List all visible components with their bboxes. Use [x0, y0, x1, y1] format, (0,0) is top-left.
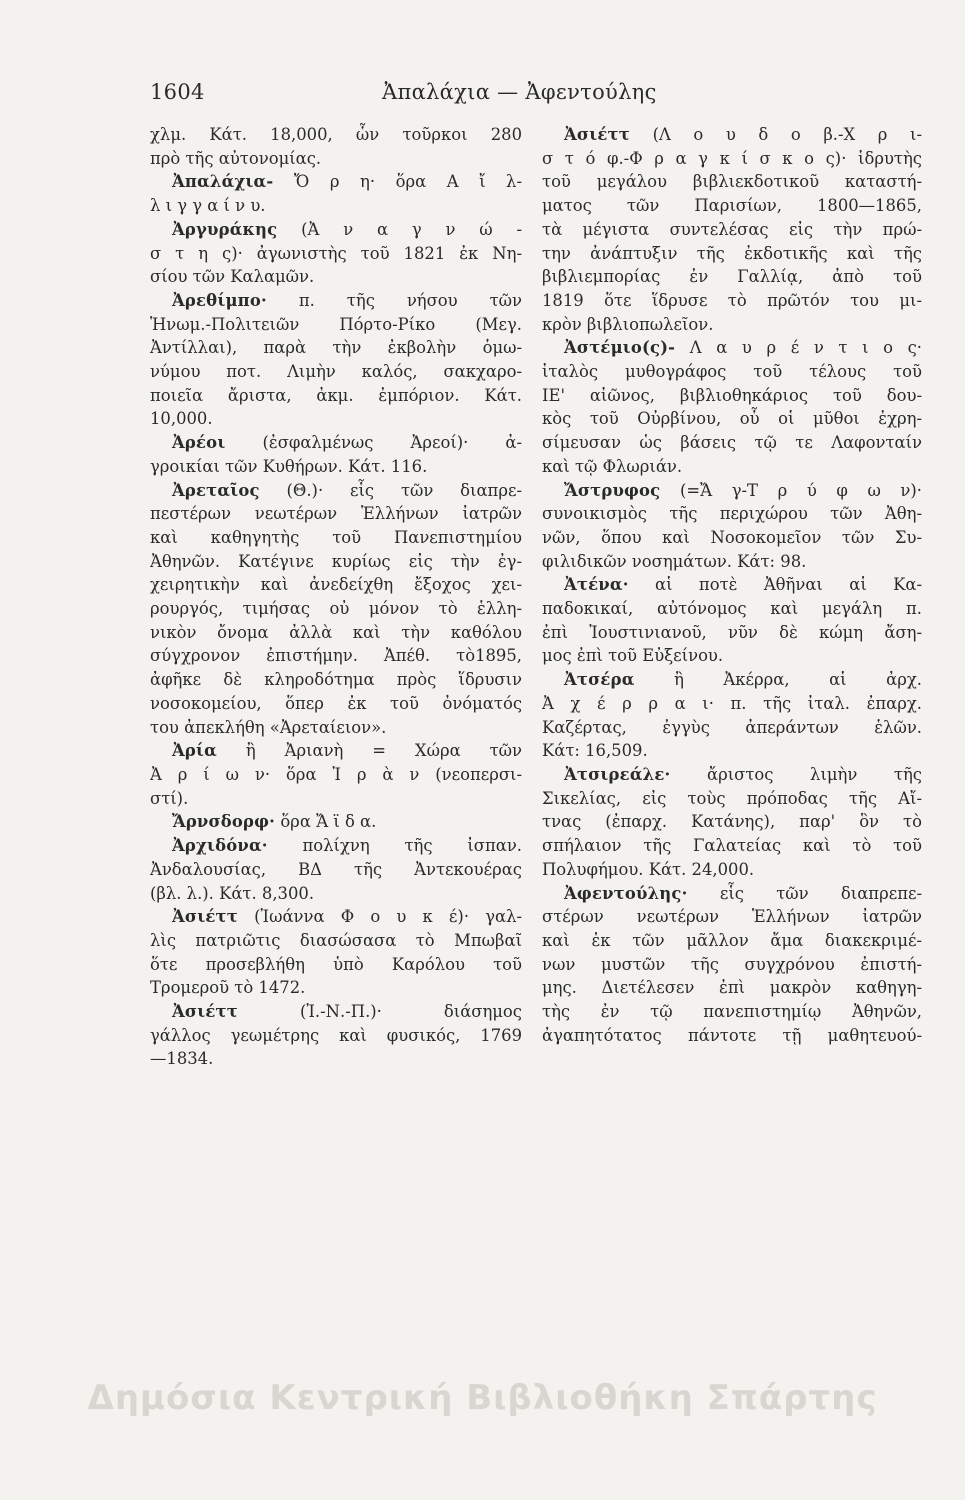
- entry-text: Τρομεροῦ τὸ 1472.: [150, 978, 306, 998]
- text-line: [150, 692, 522, 716]
- entry-text: (Λ ο υ δ ο β.-Χ ρ ι-: [652, 125, 922, 144]
- entry-text: (Ἰ.-Ν.-Π.)· διάσημος: [300, 1002, 522, 1022]
- text-line: [542, 976, 922, 1000]
- page-header: [150, 80, 790, 110]
- entry-text: μος ἐπὶ τοῦ Εὐξείνου.: [542, 646, 724, 666]
- entry-text: (Θ.)· εἷς τῶν διαπρε-: [286, 480, 522, 500]
- entry-text: νοσοκομείου, ὅπερ ἐκ τοῦ ὀνόματός: [150, 693, 522, 713]
- entry-text: (Ἰωάννα Φ ο υ κ έ)· γαλ-: [254, 907, 522, 927]
- text-line: [542, 242, 922, 266]
- text-line: [542, 289, 922, 313]
- text-line: [150, 668, 522, 692]
- entry-text: νῶν, ὅπου καὶ Νοσοκομεῖον τῶν Συ-: [542, 527, 922, 547]
- text-line: [150, 597, 522, 621]
- entry-headword: Ἀσιέττ: [172, 1002, 238, 1022]
- text-line: [542, 692, 922, 716]
- entry-headword: Ἀσιέττ: [564, 125, 630, 144]
- entry-text: λὶς πατριῶτις διασώσασα τὸ Μπωβαῖ: [150, 930, 522, 950]
- entry-text: ἀγαπητότατος πάντοτε τῇ μαθητευού-: [542, 1025, 922, 1045]
- entry-text: σίου τῶν Καλαμῶν.: [150, 267, 315, 287]
- left-column: [150, 123, 522, 1071]
- entry-headword: Ἀπαλάχια-: [172, 172, 274, 192]
- entry-text: γροικίαι τῶν Κυθήρων. Κάτ. 116.: [150, 456, 428, 476]
- text-line: [542, 1000, 922, 1024]
- text-line: [542, 360, 922, 384]
- text-line: [542, 953, 922, 977]
- text-line: [150, 147, 522, 171]
- text-line: [542, 1024, 922, 1048]
- entry-text: Ἡνωμ.-Πολιτειῶν Πόρτο-Ρίκο (Μεγ.: [150, 314, 522, 334]
- entry-text: Ὄ ρ η· ὅρα Α ἴ λ-: [293, 172, 522, 192]
- entry-headword: Ἀρέοι: [172, 433, 226, 453]
- text-line: [150, 218, 522, 242]
- text-line: [150, 1047, 522, 1071]
- entry-text: παδοκικαί, αὐτόνομος καὶ μεγάλη π.: [542, 599, 922, 619]
- entry-text: στέρων νεωτέρων Ἑλλήνων ἰατρῶν: [542, 907, 922, 927]
- entry-text: ἐπὶ Ἰουστινιανοῦ, νῦν δὲ κώμη ἄση-: [542, 622, 922, 642]
- entry-text: ὅρα Ἄ ϊ δ α.: [280, 812, 377, 832]
- text-line: [150, 976, 522, 1000]
- text-line: [542, 147, 922, 171]
- text-line: [542, 834, 922, 858]
- text-line: [542, 455, 922, 479]
- text-line: [150, 858, 522, 882]
- entry-text: Ἀ χ έ ρ ρ α ι· π. τῆς ἰταλ. ἐπαρχ.: [542, 693, 922, 713]
- text-line: [150, 479, 522, 503]
- entry-text: ὅτε προσεβλήθη ὑπὸ Καρόλου τοῦ: [150, 954, 522, 974]
- entry-text: 10,000.: [150, 409, 213, 429]
- text-line: [542, 787, 922, 811]
- text-line: [542, 550, 922, 574]
- entry-text: Πολυφήμου. Κάτ. 24,000.: [542, 859, 755, 879]
- text-line: [150, 289, 522, 313]
- text-line: [542, 810, 922, 834]
- entry-text: την ἀνάπτυξιν τῆς ἐκδοτικῆς καὶ τῆς: [542, 243, 922, 263]
- text-line: [542, 905, 922, 929]
- entry-text: σ τ ό φ.-Φ ρ α γ κ ί σ κ ο ς)· ἱδρυτὴς: [542, 148, 922, 168]
- text-line: [542, 929, 922, 953]
- entry-text: αἱ ποτὲ Ἀθῆναι αἱ Κα-: [655, 575, 922, 595]
- entry-text: κὸς τοῦ Οὐρβίνου, οὗ οἱ μῦθοι ἐχρη-: [542, 409, 922, 429]
- entry-text: ματος τῶν Παρισίων, 1800—1865,: [542, 196, 922, 216]
- text-line: [542, 384, 922, 408]
- text-line: [150, 1024, 522, 1048]
- entry-headword: Ἀρία: [172, 741, 217, 761]
- entry-text: λ ι γ γ α ί ν υ.: [150, 196, 266, 216]
- entry-headword: Ἄρνσδορφ·: [172, 812, 276, 832]
- text-line: [542, 763, 922, 787]
- entry-text: σύγχρονον ἐπιστήμην. Ἀπέθ. τὸ1895,: [150, 646, 522, 666]
- entry-text: νων μυστῶν τῆς συγχρόνου ἐπιστή-: [542, 954, 922, 974]
- entry-text: μης. Διετέλεσεν ἐπὶ μακρὸν καθηγη-: [542, 978, 922, 998]
- text-line: [542, 882, 922, 906]
- library-watermark: Δημόσια Κεντρική Βιβλιοθήκη Σπάρτης: [87, 1378, 878, 1418]
- entry-text: ἢ Ἀκέρρα, αἱ ἀρχ.: [674, 670, 922, 690]
- text-line: [542, 194, 922, 218]
- text-line: [150, 834, 522, 858]
- text-line: [150, 1000, 522, 1024]
- text-line: [542, 336, 922, 360]
- entry-text: π. τῆς νήσου τῶν: [298, 290, 522, 310]
- text-line: [542, 313, 922, 337]
- text-line: [542, 502, 922, 526]
- text-line: [542, 858, 922, 882]
- entry-headword: Ἀρχιδόνα·: [172, 836, 268, 856]
- right-column: [542, 123, 922, 1047]
- entry-headword: Ἀστέμιο(ς)-: [564, 338, 676, 358]
- entry-text: Καζέρτας, ἐγγὺς ἀπεράντων ἑλῶν.: [542, 717, 922, 737]
- entry-headword: Ἀρεθίμπο·: [172, 290, 267, 310]
- entry-headword: Ἀφεντούλης·: [564, 883, 688, 903]
- entry-text: χειρητικὴν καὶ ἀνεδείχθη ἔξοχος χει-: [150, 575, 522, 595]
- text-line: [542, 621, 922, 645]
- text-line: [150, 953, 522, 977]
- text-line: [542, 739, 922, 763]
- text-line: [542, 526, 922, 550]
- entry-text: φιλιδικῶν νοσημάτων. Κάτ: 98.: [542, 551, 807, 571]
- entry-text: νύμου ποτ. Λιμὴν καλός, σακχαρο-: [150, 362, 522, 382]
- entry-text: ἄριστος λιμὴν τῆς: [707, 764, 922, 784]
- entry-text: ἀφῆκε δὲ κληροδότημα πρὸς ἵδρυσιν: [150, 670, 522, 690]
- text-line: [542, 123, 922, 147]
- entry-text: του ἀπεκλήθη «Ἀρεταίειον».: [150, 717, 387, 737]
- text-line: [542, 644, 922, 668]
- text-line: [150, 407, 522, 431]
- text-line: [542, 218, 922, 242]
- entry-text: —1834.: [150, 1049, 214, 1069]
- text-line: [150, 384, 522, 408]
- text-line: [150, 123, 522, 147]
- entry-text: βιβλιεμπορίας ἐν Γαλλίᾳ, ἀπὸ τοῦ: [542, 267, 922, 287]
- text-line: [542, 170, 922, 194]
- text-line: [542, 407, 922, 431]
- entry-headword: Ἀρεταῖος: [172, 480, 260, 500]
- entry-text: ποιεῖα ἄριστα, ἀκμ. ἐμπόριον. Κάτ.: [150, 385, 522, 405]
- entry-text: καὶ ἐκ τῶν μᾶλλον ἄμα διακεκριμέ-: [542, 930, 922, 950]
- entry-text: καὶ καθηγητὴς τοῦ Πανεπιστημίου: [150, 527, 522, 547]
- text-line: [150, 716, 522, 740]
- entry-text: νικὸν ὄνομα ἀλλὰ καὶ τὴν καθόλου: [150, 622, 522, 642]
- text-line: [150, 242, 522, 266]
- entry-text: σ τ η ς)· ἀγωνιστὴς τοῦ 1821 ἐκ Νη-: [150, 243, 522, 263]
- entry-headword: Ἀτσέρα: [564, 670, 635, 690]
- text-line: [150, 882, 522, 906]
- entry-text: (ἐσφαλμένως Ἀρεοί)· ἀ-: [262, 433, 522, 453]
- entry-text: (=Ἄ γ-Τ ρ ύ φ ω ν)·: [679, 480, 922, 500]
- text-line: [542, 479, 922, 503]
- entry-text: Ἀντίλλαι), παρὰ τὴν ἐκβολὴν ὁμω-: [150, 338, 522, 358]
- text-line: [150, 550, 522, 574]
- text-line: [542, 265, 922, 289]
- entry-text: 1819 ὅτε ἵδρυσε τὸ πρῶτόν του μι-: [542, 290, 922, 310]
- entry-headword: Ἀσιέττ: [172, 907, 238, 927]
- entry-text: τὴς ἐν τῷ πανεπιστημίῳ Ἀθηνῶν,: [542, 1002, 922, 1022]
- entry-text: εἷς τῶν διαπρεπε-: [719, 883, 922, 903]
- text-line: [150, 360, 522, 384]
- text-line: [150, 455, 522, 479]
- entry-text: Ἀθηνῶν. Κατέγινε κυρίως εἰς τὴν ἐγ-: [150, 551, 522, 571]
- entry-text: σπήλαιον τῆς Γαλατείας καὶ τὸ τοῦ: [542, 836, 922, 856]
- entry-text: Ἀ ρ ί ω ν· ὅρα Ἰ ρ ὰ ν (νεοπερσι-: [150, 764, 522, 784]
- page-number: 1604: [150, 80, 205, 104]
- entry-headword: Ἀτσιρεάλε·: [564, 764, 671, 784]
- entry-text: ἢ Ἀριανὴ = Χώρα τῶν: [245, 741, 522, 761]
- entry-text: τνας (ἐπαρχ. Κατάνης), παρ' ὃν τὸ: [542, 812, 922, 832]
- text-line: [150, 265, 522, 289]
- running-title: Ἀπαλάχια — Ἀφεντούλης: [382, 80, 657, 104]
- text-line: [150, 739, 522, 763]
- text-line: [150, 621, 522, 645]
- entry-text: ἰταλὸς μυθογράφος τοῦ τέλους τοῦ: [542, 362, 922, 382]
- entry-headword: Ἀργυράκης: [172, 219, 278, 239]
- text-line: [150, 787, 522, 811]
- entry-text: στί).: [150, 788, 189, 808]
- text-line: [542, 716, 922, 740]
- entry-text: κρὸν βιβλιοπωλεῖον.: [542, 314, 714, 334]
- text-line: [150, 502, 522, 526]
- entry-text: σίμευσαν ὡς βάσεις τῷ τε Λαφονταίν: [542, 433, 922, 453]
- entry-text: (βλ. λ.). Κάτ. 8,300.: [150, 883, 315, 903]
- text-line: [150, 644, 522, 668]
- entry-text: τοῦ μεγάλου βιβλιεκδοτικοῦ καταστή-: [542, 172, 922, 192]
- entry-text: χλμ. Κάτ. 18,000, ὧν τοῦρκοι 280: [150, 125, 522, 144]
- entry-text: ρουργός, τιμήσας οὐ μόνον τὸ ἑλλη-: [150, 599, 522, 619]
- entry-text: πρὸ τῆς αὐτονομίας.: [150, 148, 322, 168]
- text-line: [150, 905, 522, 929]
- text-line: [542, 431, 922, 455]
- text-line: [150, 763, 522, 787]
- entry-text: Ἀνδαλουσίας, ΒΔ τῆς Ἀντεκουέρας: [150, 859, 522, 879]
- entry-headword: Ἄστρυφος: [564, 480, 661, 500]
- text-line: [150, 194, 522, 218]
- text-line: [150, 526, 522, 550]
- text-line: [150, 929, 522, 953]
- text-line: [150, 573, 522, 597]
- entry-text: Λ α υ ρ έ ν τ ι ο ς·: [689, 338, 922, 358]
- entry-text: καὶ τῷ Φλωριάν.: [542, 456, 683, 476]
- text-line: [150, 170, 522, 194]
- text-line: [150, 336, 522, 360]
- text-line: [150, 431, 522, 455]
- text-line: [542, 668, 922, 692]
- text-line: [150, 810, 522, 834]
- text-line: [542, 573, 922, 597]
- entry-headword: Ἀτένα·: [564, 575, 629, 595]
- entry-text: (Ἀ ν α γ ν ώ -: [301, 219, 522, 239]
- entry-text: γάλλος γεωμέτρης καὶ φυσικός, 1769: [150, 1025, 522, 1045]
- entry-text: ΙΕ' αἰῶνος, βιβλιοθηκάριος τοῦ δου-: [542, 385, 922, 405]
- entry-text: συνοικισμὸς τῆς περιχώρου τῶν Ἀθη-: [542, 504, 922, 524]
- entry-text: Σικελίας, εἰς τοὺς πρόποδας τῆς Αἴ-: [542, 788, 922, 808]
- entry-text: τὰ μέγιστα συντελέσας εἰς τὴν πρώ-: [542, 219, 922, 239]
- text-line: [542, 597, 922, 621]
- entry-text: πεστέρων νεωτέρων Ἑλλήνων ἰατρῶν: [150, 504, 522, 524]
- text-line: [150, 313, 522, 337]
- entry-text: πολίχνη τῆς ἰσπαν.: [302, 836, 522, 856]
- entry-text: Κάτ: 16,509.: [542, 741, 648, 761]
